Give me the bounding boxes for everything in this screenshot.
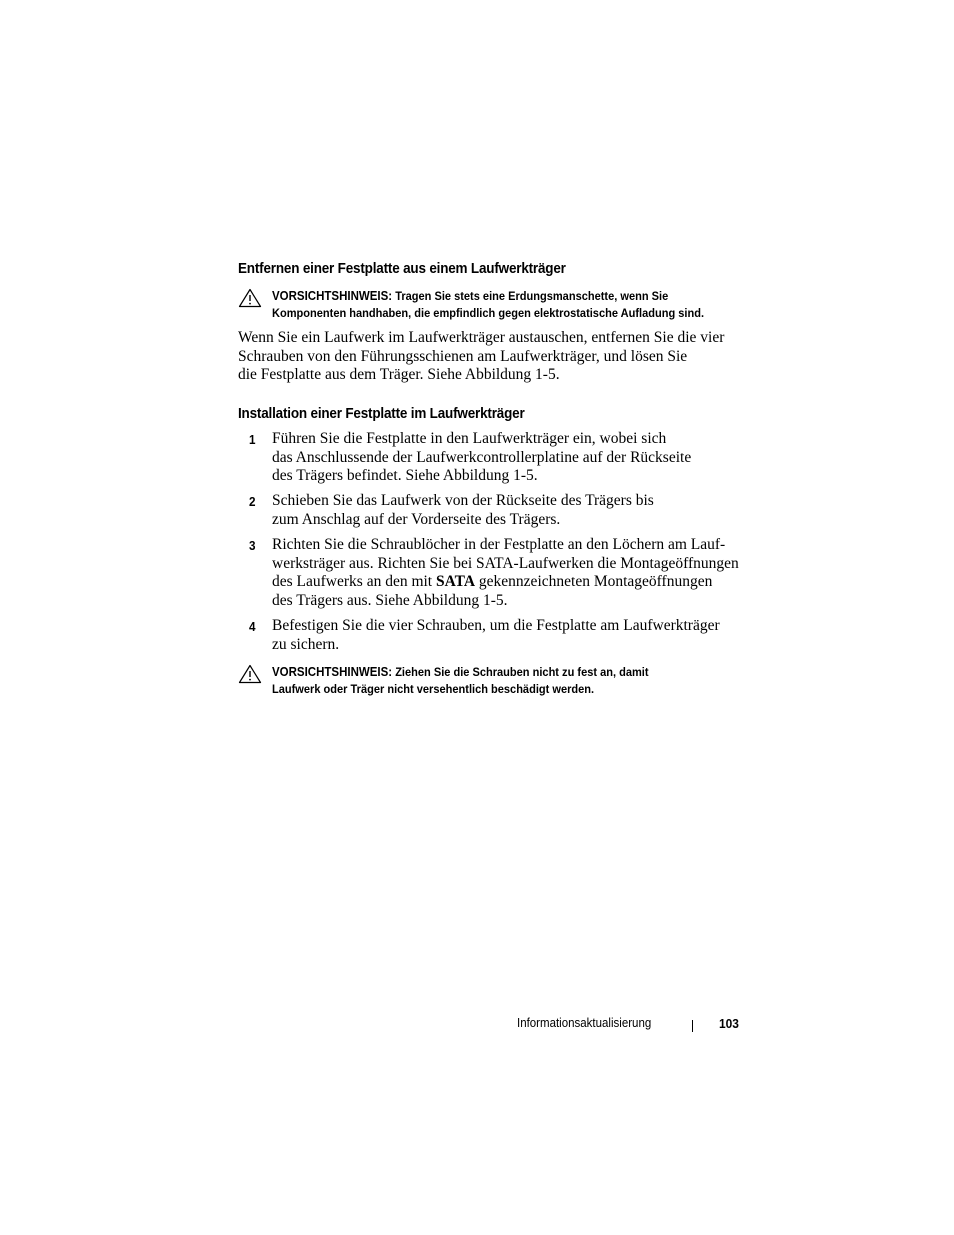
step-number: 3 bbox=[249, 538, 256, 553]
caution-label: VORSICHTSHINWEIS: bbox=[272, 665, 393, 679]
step-number: 1 bbox=[249, 432, 256, 447]
caution-text-line1: Ziehen Sie die Schrauben nicht zu fest an, damit bbox=[395, 665, 649, 679]
page-number: 103 bbox=[719, 1016, 739, 1031]
caution-text-line1: Tragen Sie stets eine Erdungsmanschette, wenn Sie bbox=[395, 289, 669, 303]
step-text: gekennzeichneten Montageöffnungen bbox=[475, 573, 713, 591]
caution-text-line2: Komponenten handhaben, die empfindlich gegen elektrostatische Aufladung sind. bbox=[272, 306, 705, 320]
step-number: 2 bbox=[249, 494, 256, 509]
step-line: Richten Sie die Schraublöcher in der Festplatte an den Löchern am Lauf- bbox=[272, 536, 726, 553]
page-footer bbox=[0, 1016, 954, 1036]
caution-label: VORSICHTSHINWEIS: bbox=[272, 289, 393, 303]
body-paragraph bbox=[238, 329, 748, 385]
step-line: zu sichern. bbox=[272, 635, 340, 653]
step-line: Führen Sie die Festplatte in den Laufwerkträger ein, wobei sich bbox=[272, 430, 667, 447]
section-heading-install-drive: Installation einer Festplatte im Laufwerkträger bbox=[238, 406, 525, 422]
step-text: des Laufwerks an den mit bbox=[272, 573, 436, 591]
step-line: zum Anschlag auf der Vorderseite des Trägers. bbox=[272, 510, 561, 528]
step-line: werksträger aus. Richten Sie bei SATA-Laufwerken die Montageöffnungen bbox=[272, 554, 739, 572]
footer-divider bbox=[692, 1020, 693, 1032]
step-line: das Anschlussende der Laufwerkcontrollerplatine auf der Rückseite bbox=[272, 448, 692, 466]
paragraph-line: Schrauben von den Führungsschienen am Laufwerkträger, und lösen Sie bbox=[238, 347, 688, 365]
sata-label: SATA bbox=[436, 573, 476, 591]
footer-section-title: Informationsaktualisierung bbox=[517, 1016, 652, 1030]
section-heading-remove-drive: Entfernen einer Festplatte aus einem Laufwerkträger bbox=[238, 261, 566, 277]
step-line: Schieben Sie das Laufwerk von der Rückseite des Trägers bis bbox=[272, 492, 654, 509]
caution-triangle-icon bbox=[238, 664, 262, 684]
step-line: des Trägers aus. Siehe Abbildung 1-5. bbox=[272, 592, 508, 610]
step-line: des Trägers befindet. Siehe Abbildung 1-5. bbox=[272, 467, 538, 485]
step-number: 4 bbox=[249, 619, 256, 634]
step-line bbox=[272, 573, 752, 592]
paragraph-line: die Festplatte aus dem Träger. Siehe Abbildung 1-5. bbox=[238, 366, 560, 384]
step-line: Befestigen Sie die vier Schrauben, um die Festplatte am Laufwerkträger bbox=[272, 617, 720, 634]
paragraph-line: Wenn Sie ein Laufwerk im Laufwerkträger austauschen, entfernen Sie die vier bbox=[238, 329, 725, 346]
caution-triangle-icon bbox=[238, 288, 262, 308]
caution-text-line2: Laufwerk oder Träger nicht versehentlich beschädigt werden. bbox=[272, 682, 595, 696]
